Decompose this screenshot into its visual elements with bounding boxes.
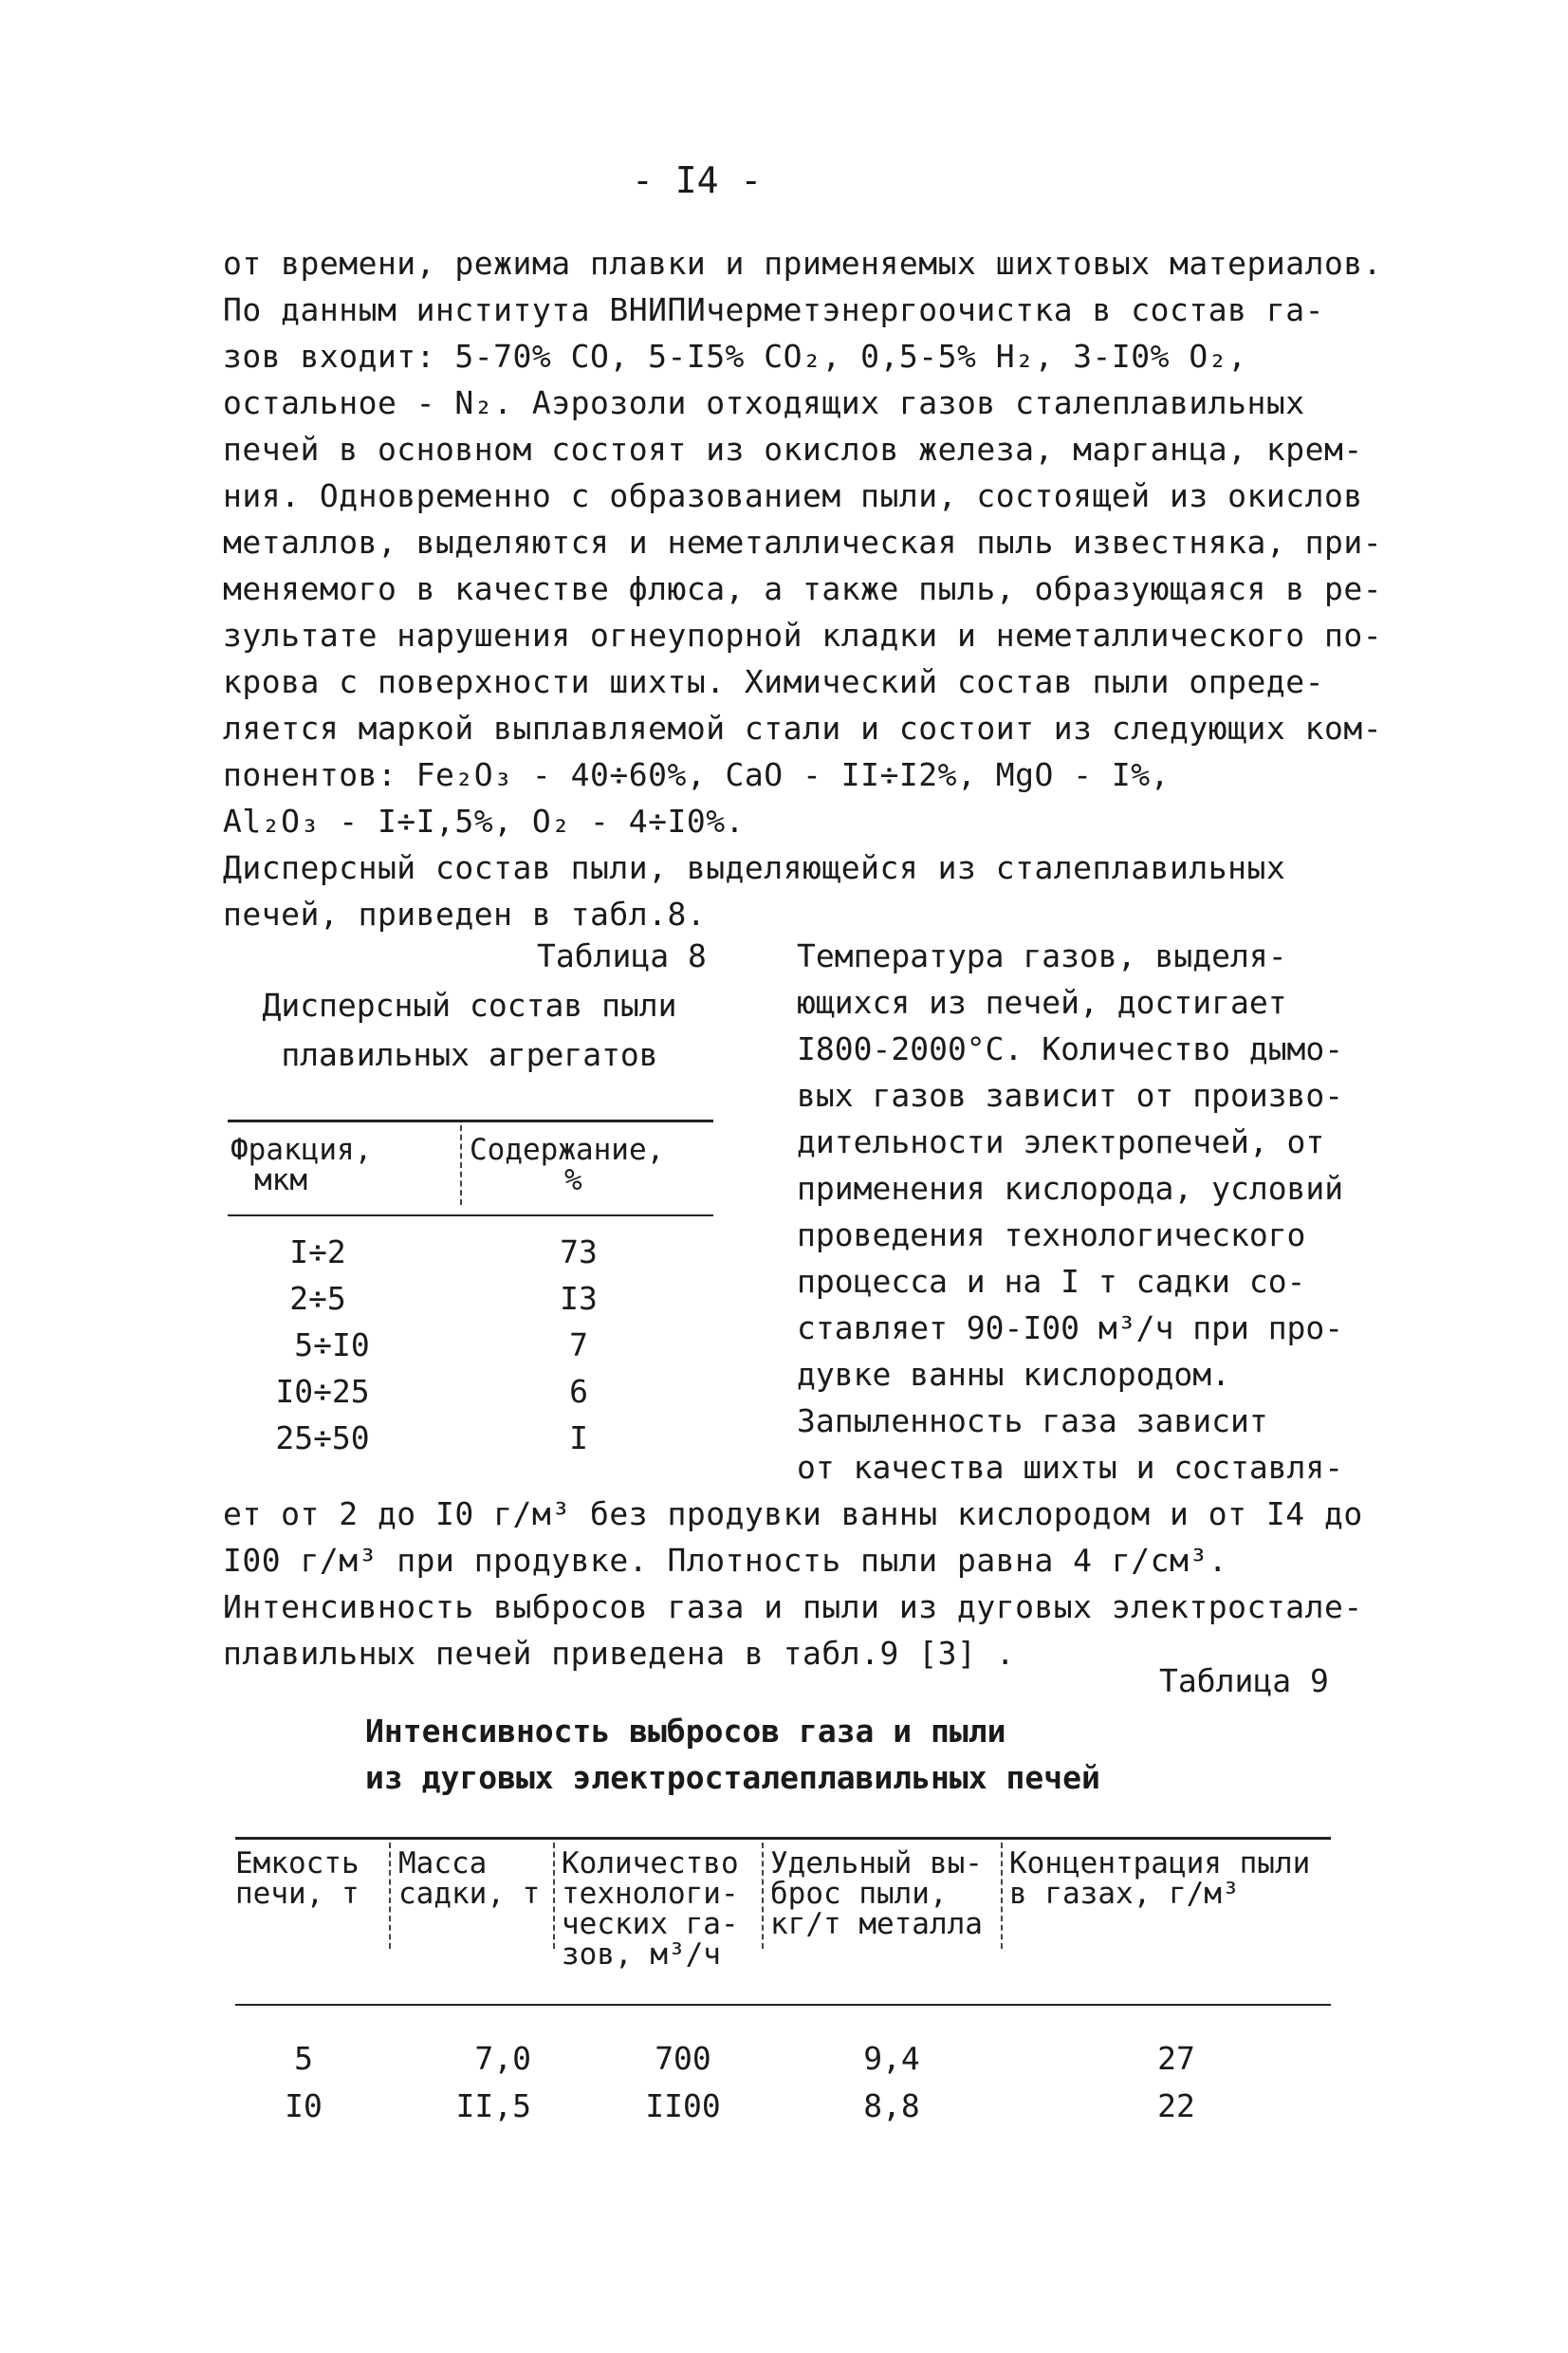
text-line: плавильных печей приведена в табл.9 [3] . [223,1635,1016,1672]
header-capacity: Емкость [235,1846,360,1881]
mass-cell: II,5 [455,2087,531,2124]
column-separator [389,1843,391,1949]
header-concentration: в газах, г/м³ [1009,1877,1240,1911]
text-line: процесса и на I т садки со- [797,1263,1306,1300]
header-gas: зов, м³/ч [562,1937,721,1972]
fraction-cell: 25÷50 [275,1419,370,1456]
header-capacity: печи, т [235,1877,360,1911]
header-mass: садки, т [398,1877,541,1911]
capacity-cell: 5 [294,2040,313,2077]
fraction-cell: I÷2 [289,1233,346,1270]
text-line: дительности электропечей, от [797,1123,1325,1160]
concentration-cell: 22 [1157,2087,1195,2124]
column-separator [460,1125,462,1205]
text-line: вых газов зависит от произво- [797,1077,1344,1114]
fraction-cell: 2÷5 [289,1280,346,1317]
text-line: ет от 2 до I0 г/м³ без продувки ванны кислородом и от I4 до [223,1495,1363,1532]
text-line: понентов: Fe₂O₃ - 40÷60%, СаО - II÷I2%, MgO - I%, [223,756,1171,793]
table-caption: Таблица 9 [1159,1662,1329,1699]
text-line: меняемого в качестве флюса, а также пыль, образующаяся в ре- [223,570,1383,607]
table-header-rule [228,1214,713,1216]
text-line: ставляет 90-I00 м³/ч при про- [797,1309,1344,1346]
mass-cell: 7,0 [474,2040,531,2077]
text-line: зультате нарушения огнеупорной кладки и неметаллического по- [223,617,1383,654]
table-title: Интенсивность выбросов газа и пыли [365,1713,1006,1750]
content-cell: I3 [560,1280,598,1317]
specific-cell: 9,4 [863,2040,920,2077]
text-line: печей в основном состоят из окислов железа, марганца, крем- [223,431,1363,468]
gas-cell: 700 [655,2040,711,2077]
table-caption: Таблица 8 [537,937,707,974]
text-line: металлов, выделяются и неметаллическая пыль известняка, при- [223,524,1383,561]
header-mass: Масса [398,1846,488,1881]
text-line: дувке ванны кислородом. [797,1356,1230,1393]
table-top-rule [228,1120,713,1122]
content-cell: 73 [560,1233,598,1270]
header-gas: Количество [562,1846,739,1881]
text-line: Температура газов, выделя- [797,937,1287,974]
text-line: остальное - N₂. Аэрозоли отходящих газов сталеплавильных [223,384,1305,421]
text-line: ляется маркой выплавляемой стали и состоит из следующих ком- [223,710,1383,747]
table-top-rule [235,1837,1331,1840]
fraction-cell: 5÷I0 [294,1326,370,1363]
fraction-cell: I0÷25 [275,1373,370,1410]
header-content-unit: % [564,1163,582,1197]
text-line: ния. Одновременно с образованием пыли, состоящей из окислов [223,477,1363,514]
content-cell: 6 [569,1373,588,1410]
table-title: из дуговых электросталеплавильных печей [365,1759,1100,1796]
header-fraction-unit: мкм [254,1163,307,1197]
text-line: I800-2000°С. Количество дымо- [797,1030,1344,1067]
table-title: Дисперсный состав пыли [262,987,677,1024]
page-number: - I4 - [632,159,763,201]
text-line: применения кислорода, условий [797,1170,1344,1207]
column-separator [1001,1843,1003,1949]
header-fraction: Фракция, [231,1133,373,1167]
header-gas: ческих га- [562,1907,739,1941]
concentration-cell: 27 [1157,2040,1195,2077]
text-line: крова с поверхности шихты. Химический состав пыли опреде- [223,663,1324,700]
text-line: Интенсивность выбросов газа и пыли из дуговых электростале- [223,1588,1363,1625]
text-line: Al₂O₃ - I÷I,5%, О₂ - 4÷I0%. [223,803,745,840]
text-line: ющихся из печей, достигает [797,984,1287,1021]
text-line: проведения технологического [797,1216,1306,1253]
header-specific: кг/т металла [770,1907,983,1941]
text-line: зов входит: 5-70% СО, 5-I5% СО₂, 0,5-5% Н₂, 3-I0% О₂, [223,338,1247,375]
header-specific: Удельный вы- [770,1846,983,1881]
gas-cell: II00 [645,2087,721,2124]
header-specific: брос пыли, [770,1877,948,1911]
column-separator [553,1843,555,1949]
text-line: По данным института ВНИПИчерметэнергоочистка в состав га- [223,291,1324,328]
content-cell: I [569,1419,588,1456]
text-line: от качества шихты и составля- [797,1449,1344,1486]
text-line: печей, приведен в табл.8. [223,896,707,933]
table-header-rule [235,2004,1331,2006]
table-title: плавильных агрегатов [281,1036,658,1073]
text-line: I00 г/м³ при продувке. Плотность пыли равна 4 г/см³. [223,1542,1228,1579]
text-line: Запыленность газа зависит [797,1402,1268,1439]
header-content: Содержание, [470,1133,665,1167]
header-concentration: Концентрация пыли [1009,1846,1311,1881]
capacity-cell: I0 [285,2087,323,2124]
header-gas: технологи- [562,1877,739,1911]
text-line: от времени, режима плавки и применяемых шихтовых материалов. [223,245,1383,282]
specific-cell: 8,8 [863,2087,920,2124]
text-line: Дисперсный состав пыли, выделяющейся из сталеплавильных [223,849,1286,886]
column-separator [762,1843,764,1949]
content-cell: 7 [569,1326,588,1363]
